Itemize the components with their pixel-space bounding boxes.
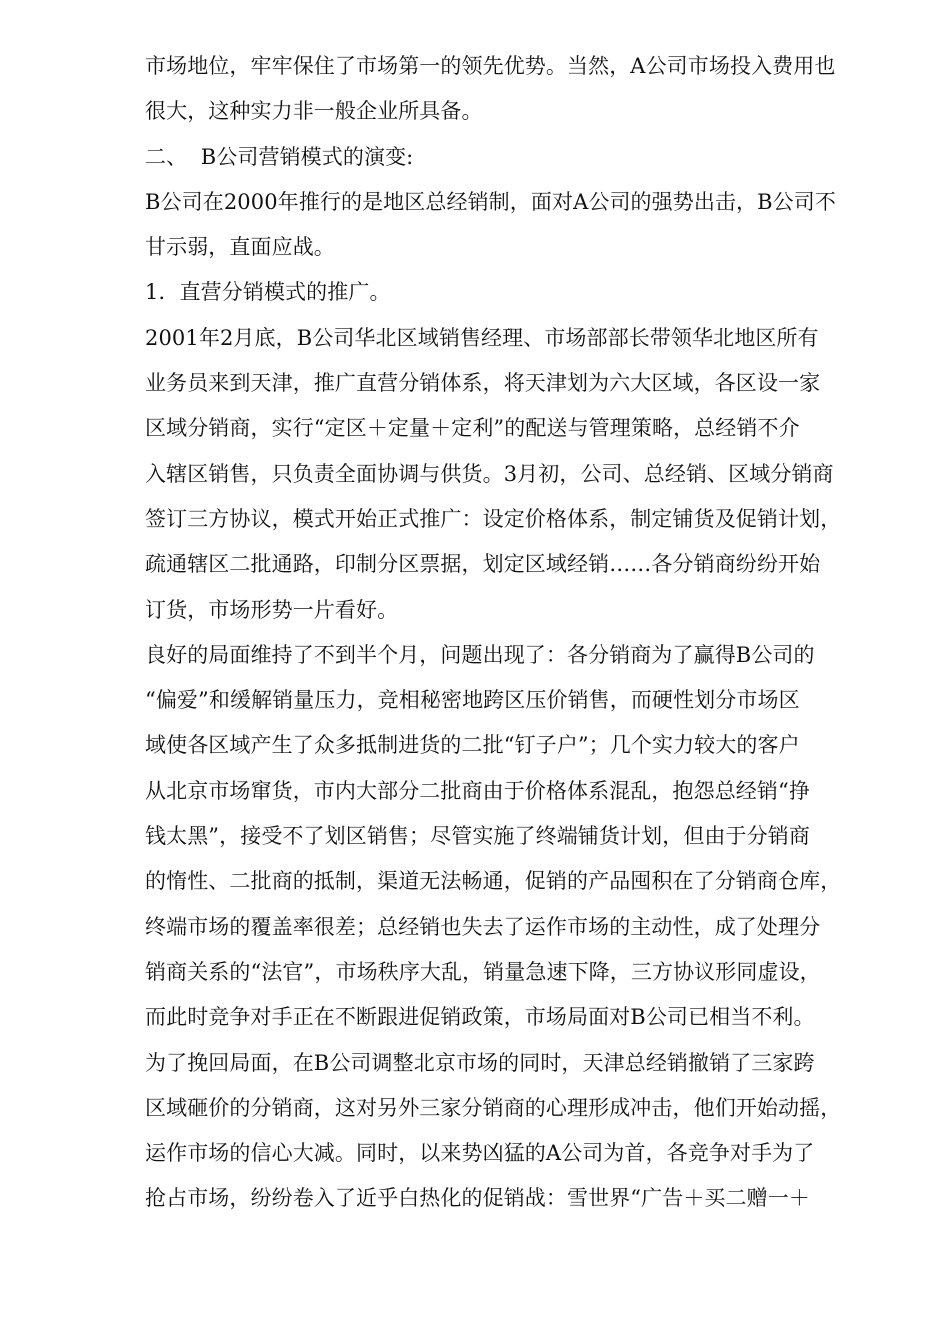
section-heading: 二、 B公司营销模式的演变: bbox=[145, 144, 414, 169]
text-line: 的惰性、二批商的抵制，渠道无法畅通，促销的产品囤积在了分销商仓库， bbox=[145, 869, 842, 894]
text-line: 入辖区销售，只负责全面协调与供货。3月初，公司、总经销、区域分销商 bbox=[145, 461, 834, 486]
text-line: 区域砸价的分销商，这对另外三家分销商的心理形成冲击，他们开始动摇， bbox=[145, 1095, 842, 1120]
text-line: B公司在2000年推行的是地区总经销制，面对A公司的强势出击，B公司不 bbox=[145, 189, 836, 214]
text-line: 钱太黑”，接受不了划区销售；尽管实施了终端铺货计划，但由于分销商 bbox=[145, 824, 810, 849]
text-line: 运作市场的信心大减。同时，以来势凶猛的A公司为首，各竞争对手为了 bbox=[145, 1141, 815, 1166]
text-line: 销商关系的“法官”，市场秩序大乱，销量急速下降，三方协议形同虚设， bbox=[145, 959, 821, 984]
text-line: 业务员来到天津，推广直营分销体系，将天津划为六大区域，各区设一家 bbox=[145, 371, 821, 396]
text-line: 甘示弱，直面应战。 bbox=[145, 235, 335, 260]
text-line: 区域分销商，实行“定区＋定量＋定利”的配送与管理策略，总经销不介 bbox=[145, 416, 800, 441]
text-line: 抢占市场，纷纷卷入了近乎白热化的促销战：雪世界“广告＋买二赠一＋ bbox=[145, 1186, 810, 1211]
text-line: 而此时竞争对手正在不断跟进促销政策，市场局面对B公司已相当不利。 bbox=[145, 1005, 815, 1030]
text-line: 域使各区域产生了众多抵制进货的二批“钉子户”；几个实力较大的客户 bbox=[145, 733, 800, 758]
text-line: 从北京市场窜货，市内大部分二批商由于价格体系混乱，抱怨总经销“挣 bbox=[145, 778, 810, 803]
text-line: 终端市场的覆盖率很差；总经销也失去了运作市场的主动性，成了处理分 bbox=[145, 914, 821, 939]
text-line: 良好的局面维持了不到半个月，问题出现了：各分销商为了赢得B公司的 bbox=[145, 642, 815, 667]
text-line: “偏爱”和缓解销量压力，竞相秘密地跨区压价销售，而硬性划分市场区 bbox=[145, 688, 800, 713]
subsection-heading: 1．直营分销模式的推广。 bbox=[145, 280, 391, 305]
text-line: 很大，这种实力非一般企业所具备。 bbox=[145, 99, 483, 124]
text-line: 为了挽回局面，在B公司调整北京市场的同时，天津总经销撤销了三家跨 bbox=[145, 1050, 815, 1075]
body-text bbox=[145, 44, 885, 1222]
text-line: 2001年2月底，B公司华北区域销售经理、市场部部长带领华北地区所有 bbox=[145, 325, 819, 350]
text-line: 签订三方协议，模式开始正式推广：设定价格体系，制定铺货及促销计划， bbox=[145, 506, 842, 531]
text-line: 市场地位，牢牢保住了市场第一的领先优势。当然，A公司市场投入费用也 bbox=[145, 54, 836, 78]
text-line: 疏通辖区二批通路，印制分区票据，划定区域经销……各分销商纷纷开始 bbox=[145, 552, 821, 577]
text-line: 订货，市场形势一片看好。 bbox=[145, 597, 399, 622]
